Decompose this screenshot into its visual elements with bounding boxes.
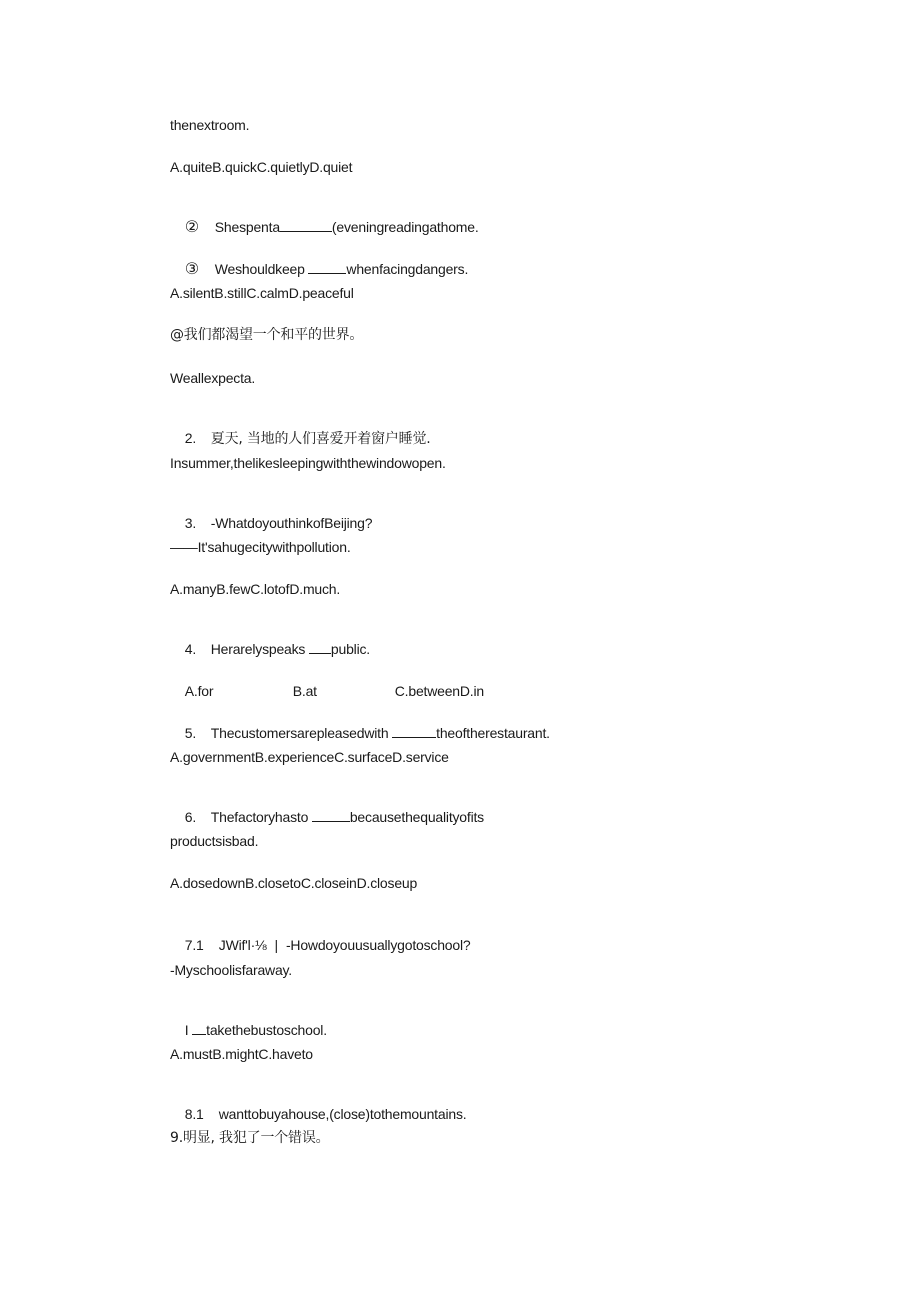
circled-number: ② [184,219,199,236]
garbled-text: JWif'l·⅛ [218,937,267,953]
answer-blank [308,261,346,274]
question-number: 5. [184,725,197,741]
chinese-prompt: @我们都渴望一个和平的世界。 [170,327,364,343]
question-text: -WhatdoyouthinkofBeijing? [210,515,373,531]
question-text: Thefactoryhasto [210,809,312,825]
question-number: 7.1 [184,937,204,953]
translation-line: Insummer,thelikesleepingwiththewindowopen. [170,455,446,471]
answer-blank [312,809,350,822]
question-text: Thecustomersarepleasedwith [210,725,393,741]
question-text: (eveningreadingathome. [331,219,479,235]
text-line: thenextroom. [170,117,250,133]
question-text: takethebustoschool. [206,1022,327,1038]
answer-options: A.governmentB.experienceC.surfaceD.service [170,749,449,765]
chinese-prompt: 夏天, 当地的人们喜爱开着窗户睡觉. [210,431,431,447]
separator: | [274,937,278,953]
answer-blank [192,1022,206,1035]
translation-line: Weallexpecta. [170,370,256,386]
option-c-d: C.betweenD.in [394,683,484,699]
question-text: Shespenta [214,219,280,235]
circled-number: ③ [184,261,199,278]
question-text: whenfacingdangers. [346,261,469,277]
question-text: becausethequalityofits [349,809,484,825]
question-text: I [184,1022,193,1038]
question-number: 6. [184,809,197,825]
question-number: 4. [184,641,197,657]
question-number: 3. [184,515,197,531]
answer-options: A.mustB.mightC.haveto [170,1046,313,1062]
question-text: Herarelyspeaks [210,641,309,657]
question-text: public. [330,641,370,657]
option-a: A.for [184,683,214,699]
answer-options: A.manyB.fewC.lotofD.much. [170,581,341,597]
question-number: 8.1 [184,1106,204,1122]
question-text: theoftherestaurant. [436,725,550,741]
answer-blank [309,641,331,654]
text-line: productsisbad. [170,833,259,849]
dialogue-line: -Myschoolisfaraway. [170,962,292,978]
option-b: B.at [292,683,317,699]
answer-options: A.dosedownB.closetoC.closeinD.closeup [170,875,418,891]
question-text: Weshouldkeep [214,261,309,277]
dialogue-line: ——It'sahugecitywithpollution. [170,539,351,555]
question-text: wanttobuyahouse,(close)tothemountains. [218,1106,467,1122]
answer-blank [280,219,332,232]
question-number: 2. [184,430,197,446]
chinese-prompt: 9.明显, 我犯了一个错误。 [170,1130,330,1146]
question-text: -Howdoyouusuallygotoschool? [285,937,471,953]
answer-blank [392,725,436,738]
answer-options: A.silentB.stillC.calmD.peaceful [170,285,354,301]
answer-options: A.quiteB.quickC.quietlyD.quiet [170,159,353,175]
